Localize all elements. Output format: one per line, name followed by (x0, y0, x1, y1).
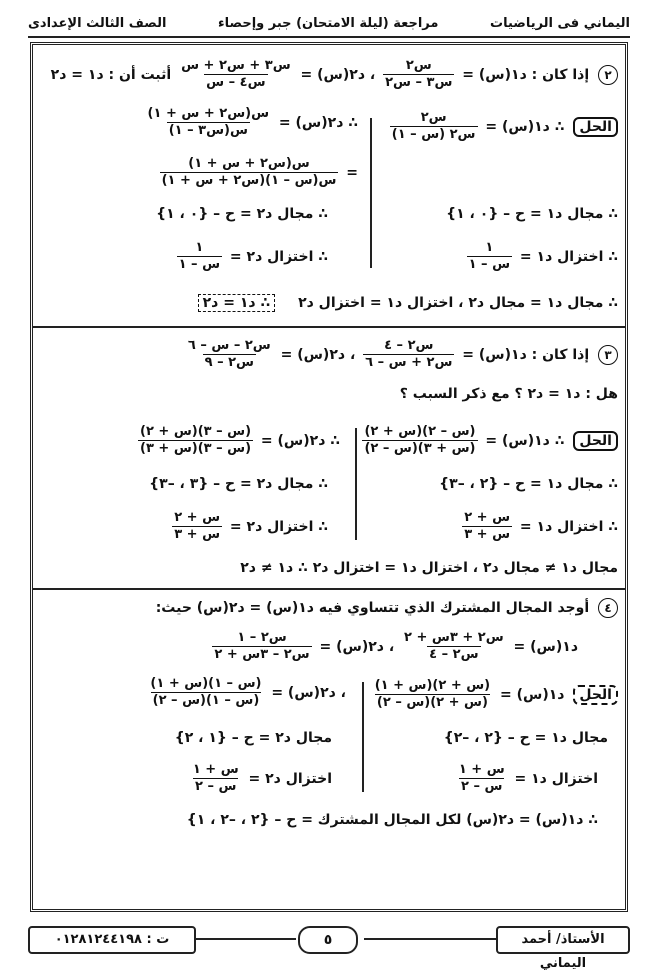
q4-left-2: مجال د٢ = ح – {١ ، ٢} (174, 730, 332, 746)
q3-l1a: ∴ د٢(س) = (260, 432, 340, 449)
q3-right-3 (459, 510, 618, 544)
header-grade: الصف الثالث الإعدادى (28, 15, 167, 31)
q4-left-1 (145, 676, 346, 710)
q4-l3a: اختزال د٢ = (248, 770, 332, 787)
q3-divider (355, 428, 357, 540)
q4-lead: أوجد المجال المشترك الذي تتساوي فيه د١(س) = د٢(س) حيث: (155, 600, 590, 616)
footer-rule-left (196, 938, 296, 940)
q3-r1a: ∴ د١(س) = (485, 432, 565, 449)
q2-l4a: ∴ اختزال د٢ = (229, 248, 328, 265)
q2-f1-den: س٣ – س٢ (385, 75, 453, 91)
q2-r1a: ∴ د١(س) = (485, 118, 565, 135)
q4-l1-den: (س – ١)(س – ٢) (152, 693, 260, 709)
q4-mid: ، د٢(س) = (319, 638, 395, 655)
header-title: مراجعة (ليلة الامتحان) جبر وإحصاء (218, 15, 439, 31)
q2-l4-num: ١ (195, 240, 204, 255)
q3-r3-den: س + ٣ (464, 527, 511, 543)
q2-r1-num: س٢ (420, 110, 447, 125)
q2-r3a: ∴ اختزال د١ = (519, 248, 618, 265)
q4-r3-den: س – ٢ (461, 779, 503, 795)
q3-l3-num: س + ٢ (174, 510, 221, 525)
q2-r3-num: ١ (485, 240, 494, 255)
q2-f2-num: س٣ + س٢ + س (181, 58, 291, 73)
q2-left-1 (143, 106, 358, 140)
q4-number: ٤ (598, 598, 618, 618)
q2-number: ٢ (598, 65, 618, 85)
q3-right-2: ∴ مجال د١ = ح – {٢ ، –٣} (439, 476, 618, 492)
q4-l3-den: س – ٢ (195, 779, 237, 795)
q2-mid: ، د٢(س) = (300, 66, 376, 83)
q4-f1-den: س٢ – ٤ (429, 647, 479, 663)
q2-left-4 (174, 240, 328, 274)
q2-f1 (383, 58, 454, 92)
footer-teacher: الأستاذ/ أحمد اليماني (496, 926, 630, 954)
q2-l2a: = (346, 164, 358, 181)
q3-r1-num: (س – ٢)(س + ٢) (364, 424, 476, 439)
q4-r1-den: (س + ٢)(س – ٢) (376, 695, 488, 711)
q3-f1-num: س٢ – ٤ (384, 338, 434, 353)
q2-concl-box: ∴ د١ = د٢ (198, 294, 276, 312)
q4-functions (209, 630, 578, 664)
q3-right-1 (359, 424, 618, 458)
q2-left-2 (157, 156, 358, 190)
q3-statement (183, 338, 618, 372)
q4-right-2: مجال د١ = ح – {٢ ، –٢} (443, 730, 608, 746)
q3-f1-den: س٢ + س – ٦ (365, 355, 453, 371)
q3-lead: إذا كان : د١(س) = (462, 346, 590, 363)
q4-right-3 (454, 762, 598, 796)
q4-r1-num: (س + ٢)(س + ١) (374, 678, 491, 693)
q2-tail: أثبت أن : د١ = د٢ (50, 66, 172, 83)
q2-l1-num: س(س٢ + س + ١) (147, 106, 270, 121)
page-footer (28, 926, 630, 971)
q4-f2-den: س٢ – ٣س + ٢ (214, 647, 310, 663)
q4-f2-num: س٢ – ١ (237, 630, 287, 645)
q4-r3a: اختزال د١ = (514, 770, 598, 787)
q4-solution-badge: الحل (573, 685, 618, 705)
q2-l1a: ∴ د٢(س) = (278, 114, 358, 131)
q2-f2 (179, 58, 293, 92)
q3-left-1 (135, 424, 340, 458)
footer-phone: ت : ٠١٢٨١٢٤٤١٩٨ (28, 926, 196, 954)
q2-r3-den: س – ١ (468, 257, 511, 273)
q4-right-1 (370, 678, 618, 712)
q4-l3-num: س + ١ (192, 762, 239, 777)
q3-r1-den: (س + ٣)(س – ٢) (364, 441, 476, 457)
q3-l3a: ∴ اختزال د٢ = (229, 518, 328, 535)
q2-l2-num: س(س٢ + س + ١) (188, 156, 310, 171)
page-number: ٥ (298, 926, 358, 954)
q2-q3-separator (33, 326, 625, 328)
q4-l1b: ، د٢(س) = (271, 684, 346, 701)
q3-l1-num: (س – ٣)(س + ٢) (140, 424, 252, 439)
q4-left-3 (188, 762, 332, 796)
q2-l1-den: س(س٣ – ١) (168, 123, 248, 139)
q2-f2-den: س٤ – س (206, 75, 266, 91)
q2-divider (370, 118, 372, 268)
q2-r1-den: س٢ (س – ١) (391, 127, 476, 143)
q3-f2-den: س٢ – ٩ (204, 355, 254, 371)
q3-l3-den: س + ٣ (174, 527, 221, 543)
q2-concl-text: ∴ مجال د١ = مجال د٢ ، اختزال د١ = اختزال د٢ (298, 295, 618, 311)
header-subject: اليماني فى الرياضيات (490, 15, 630, 31)
q3-q4-separator (33, 588, 625, 590)
page-header (28, 10, 630, 36)
footer-rule-right (364, 938, 496, 940)
q3-left-3 (169, 510, 328, 544)
q2-right-2: ∴ مجال د١ = ح – {٠ ، ١} (446, 206, 618, 222)
q2-right-1 (387, 110, 618, 144)
q3-conclusion: مجال د١ ≠ مجال د٢ ، اختزال د١ = اختزال د٢ ∴ د١ ≠ د٢ (240, 560, 618, 576)
q4-r3-num: س + ١ (458, 762, 505, 777)
q4-divider (362, 682, 364, 792)
q2-solution-badge: الحل (573, 117, 618, 137)
q3-f2-num: س٢ – س – ٦ (187, 338, 271, 353)
q4-r1a: د١(س) = (500, 686, 565, 703)
q4-f1-num: س٢ + ٣س + ٢ (404, 630, 504, 645)
q3-solution-badge: الحل (573, 431, 618, 451)
q4-l1-num: (س – ١)(س + ١) (150, 676, 262, 691)
header-rule (28, 36, 630, 38)
q2-l4-den: س – ١ (178, 257, 221, 273)
q2-left-3: ∴ مجال د٢ = ح – {٠ ، ١} (156, 206, 328, 222)
q4-statement (156, 598, 618, 618)
q3-question: هل : د١ = د٢ ؟ مع ذكر السبب ؟ (399, 386, 618, 402)
q3-left-2: ∴ مجال د٢ = ح – {٣ ، –٣} (149, 476, 328, 492)
q3-number: ٣ (598, 345, 618, 365)
q3-r3a: ∴ اختزال د١ = (519, 518, 618, 535)
q4-l1a: د١(س) = (513, 638, 578, 655)
q2-lead: إذا كان : د١(س) = (462, 66, 590, 83)
q2-conclusion (198, 294, 618, 312)
q3-l1-den: (س – ٣)(س + ٣) (140, 441, 252, 457)
q3-r3-num: س + ٢ (464, 510, 511, 525)
q2-statement (51, 58, 618, 92)
q4-conclusion: ∴ د١(س) = د٢(س) لكل المجال المشترك = ح – {٢ ، –٢ ، ١} (186, 812, 598, 828)
q3-mid: ، د٢(س) = (280, 346, 356, 363)
q2-right-3 (464, 240, 618, 274)
q2-l2-den: س(س – ١)(س٢ + س + ١) (161, 173, 337, 189)
q2-f1-num: س٢ (405, 58, 432, 73)
